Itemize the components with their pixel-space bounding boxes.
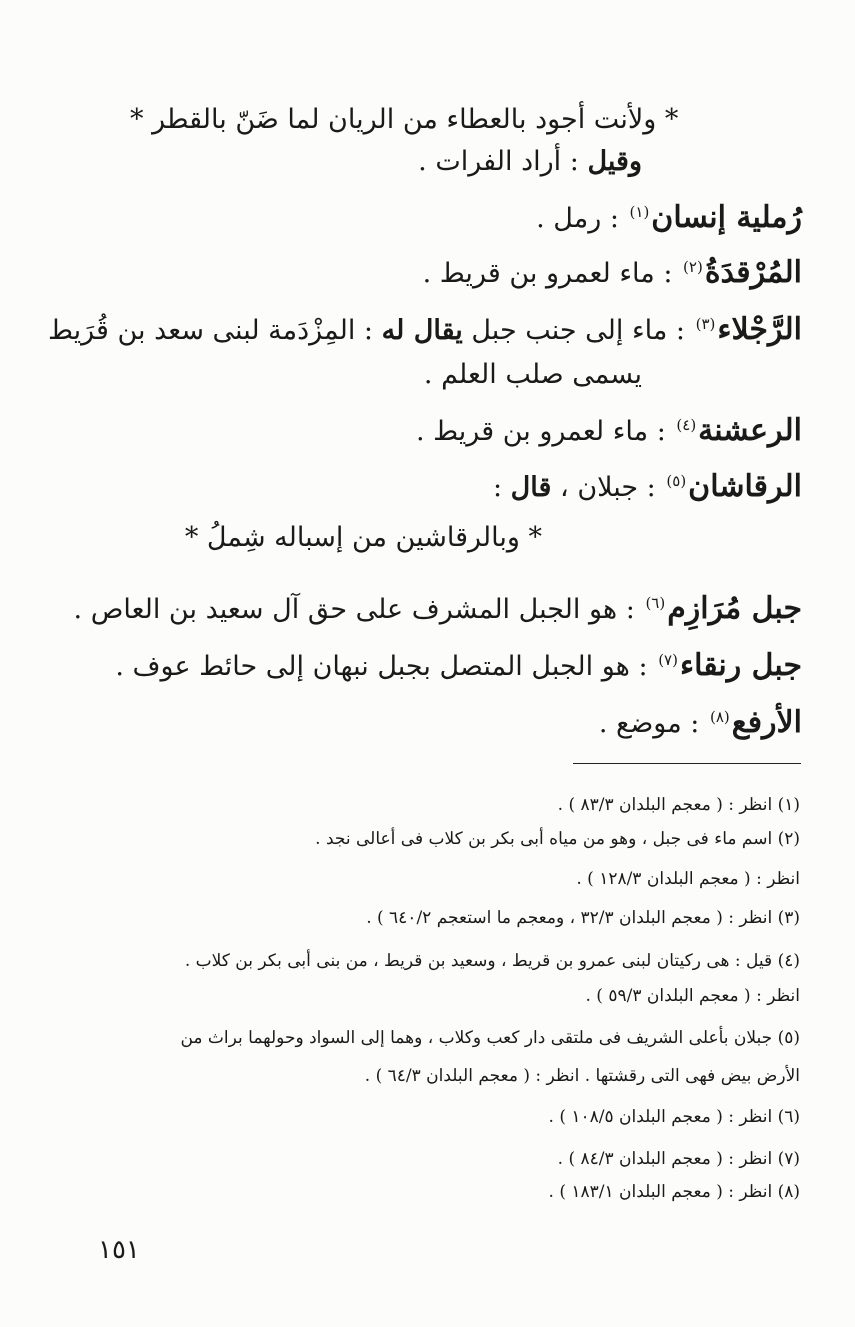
said-line bbox=[418, 142, 642, 182]
entry-row bbox=[599, 697, 802, 744]
footnote: (٤) قيل : هى ركيتان لبنى عمرو بن قريط ، وسعيد بن قريط ، من بنى أبى بكر بن كلاب . bbox=[184, 951, 800, 971]
entry-text: : ماء إلى جنب جبل bbox=[471, 315, 686, 346]
footnote: (٧) انظر : ( معجم البلدان ٨٤/٣ ) . bbox=[557, 1149, 800, 1169]
entry-heading: المُرْقدَةُ bbox=[704, 255, 802, 290]
footnote-ref: (٨) bbox=[709, 708, 730, 726]
entry-heading: رُملية إنسان bbox=[651, 200, 802, 235]
footnote: (٦) انظر : ( معجم البلدان ١٠٨/٥ ) . bbox=[548, 1107, 800, 1127]
entry-text: : هو الجبل المشرف على حق آل سعيد بن العاص . bbox=[73, 594, 635, 625]
footnote: انظر : ( معجم البلدان ٥٩/٣ ) . bbox=[585, 986, 800, 1006]
footnote-separator bbox=[573, 763, 801, 764]
verse-line: * وبالرقاشين من إسباله شِملُ * bbox=[184, 522, 542, 553]
entry-heading: جبل مُرَازِم bbox=[667, 591, 802, 626]
footnote: (٢) اسم ماء فى جبل ، وهو من مياه أبى بكر بن كلاب فى أعالى نجد . bbox=[315, 829, 800, 849]
footnote-ref: (٢) bbox=[683, 258, 703, 276]
entry-text: : رمل . bbox=[536, 203, 619, 234]
entry-heading: الأرفع bbox=[731, 705, 802, 740]
entry-text: : ماء لعمرو بن قريط . bbox=[422, 258, 673, 289]
entry-heading: الرقاشان bbox=[688, 469, 802, 504]
entry-text: : ماء لعمرو بن قريط . bbox=[416, 416, 666, 447]
entry-row bbox=[48, 304, 802, 351]
footnote-ref: (٣) bbox=[695, 315, 716, 333]
entry-row bbox=[536, 192, 802, 239]
entry-row bbox=[74, 583, 802, 630]
verse-line: * ولأنت أجود بالعطاء من الريان لما ضَنّ بالقطر * bbox=[130, 104, 679, 135]
entry-heading: الرَّجْلاء bbox=[717, 312, 802, 347]
footnote: الأرض بيض فهى التى رقشتها . انظر : ( معجم البلدان ٦٤/٣ ) . bbox=[364, 1066, 800, 1086]
entry-text: : جبلان ، bbox=[560, 472, 656, 503]
entry-heading: جبل رنقاء bbox=[679, 648, 802, 683]
footnote-ref: (٦) bbox=[645, 594, 666, 612]
entry-row bbox=[423, 247, 802, 294]
footnote: (٥) جبلان بأعلى الشريف فى ملتقى دار كعب وكلاب ، وهما إلى السواد وحولهما براث من bbox=[180, 1028, 800, 1048]
said-text: : أراد الفرات . bbox=[418, 146, 579, 177]
footnote-ref: (٥) bbox=[666, 472, 687, 490]
entry-row bbox=[416, 405, 802, 452]
footnote: (٨) انظر : ( معجم البلدان ١٨٣/١ ) . bbox=[548, 1182, 800, 1202]
page-number: ١٥١ bbox=[98, 1235, 140, 1265]
footnote: (١) انظر : ( معجم البلدان ٨٣/٣ ) . bbox=[557, 795, 800, 815]
entry-heading: الرعشنة bbox=[698, 413, 802, 448]
entry-text: : هو الجبل المتصل بجبل نبهان إلى حائط عوف . bbox=[115, 651, 648, 682]
footnote: انظر : ( معجم البلدان ١٢٨/٣ ) . bbox=[576, 869, 800, 889]
entry-text-bold: يقال له bbox=[381, 315, 463, 346]
footnote-ref: (٤) bbox=[676, 416, 697, 434]
entry-text: : المِزْدَمة لبنى سعد بن قُرَيط bbox=[47, 315, 374, 346]
entry-text-bold: قال bbox=[510, 472, 552, 503]
footnote: (٣) انظر : ( معجم البلدان ٣٢/٣ ، ومعجم ما استعجم ٦٤٠/٢ ) . bbox=[366, 908, 800, 928]
entry-row bbox=[493, 461, 802, 508]
footnote-ref: (٧) bbox=[658, 651, 678, 669]
said-label: وقيل bbox=[587, 146, 642, 177]
entry-continuation: يسمى صلب العلم . bbox=[423, 359, 642, 390]
entry-text: : موضع . bbox=[598, 708, 700, 739]
footnote-ref: (١) bbox=[629, 203, 650, 221]
entry-text: : bbox=[492, 472, 503, 503]
entry-row bbox=[115, 640, 802, 687]
